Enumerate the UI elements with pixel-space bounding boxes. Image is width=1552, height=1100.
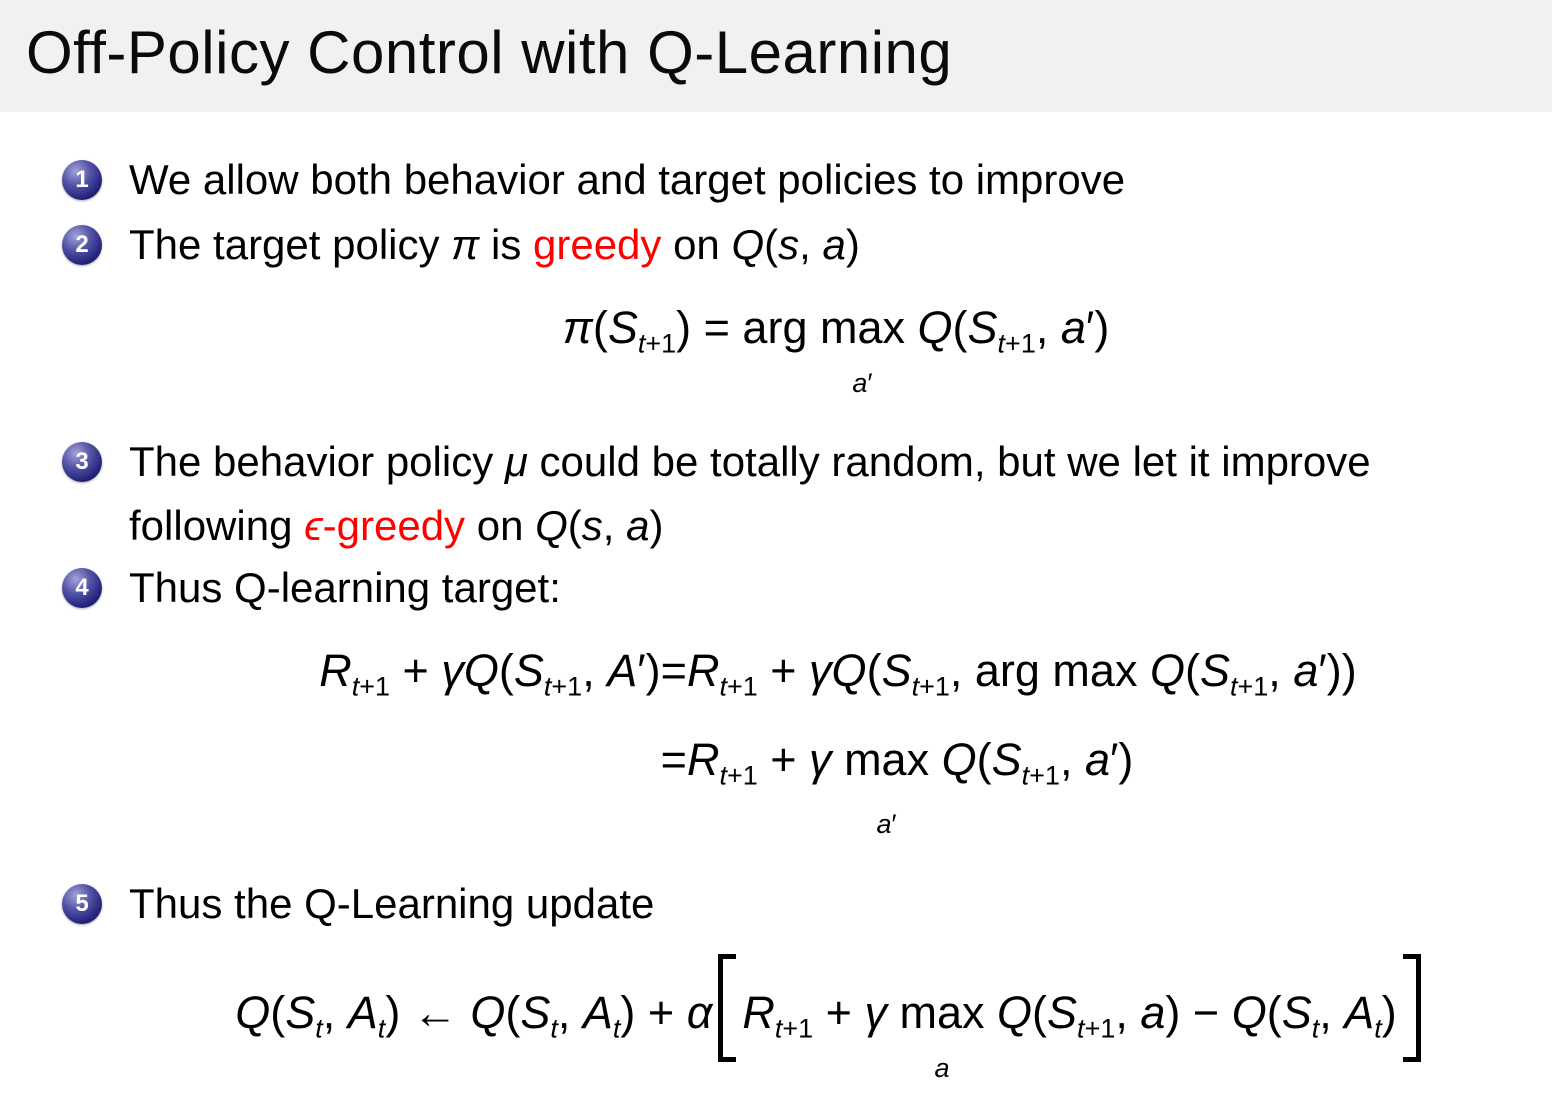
equation-qlearning-target [319, 634, 1357, 840]
bullet-ball-1 [62, 160, 102, 200]
equation-target-row2-lhs [319, 723, 660, 812]
equation-target-policy [0, 296, 1552, 399]
equation-target-policy-body: $\pi(S_{t+1})$ = arg max a′ $Q(S_{t+1}$, a′) [562, 302, 1110, 399]
equation-target-row1-rhs: $=R_{t+1} + \gamma Q(S_{t+1}$, arg $\max Q(S_{t+1}$, a′)) [660, 645, 1357, 702]
equation-target-row2-rhs: $=R_{t+1} + \gamma$ max a′ $Q(S_{t+1}$, a′) [660, 734, 1134, 840]
bullet-text-3 [129, 430, 1371, 558]
equation-qlearning-update [0, 962, 1552, 1083]
bullet-number: 5 [75, 890, 89, 917]
bullet-number: 4 [75, 574, 89, 601]
bullet-ball-5 [62, 884, 102, 924]
slide-title: Off-Policy Control with Q-Learning [26, 19, 953, 86]
bullet-text-3-line-1: The behavior policy μ could be totally random, but we let it improve [129, 438, 1371, 485]
slide-title-bar [0, 0, 1552, 112]
bullet-item-5 [62, 872, 1532, 936]
bullet-text-5: Thus the Q-Learning update [129, 880, 655, 927]
bullet-text-3-line-2: following ϵ-greedy on Q(s, a) [129, 502, 664, 549]
bullet-item-3 [62, 430, 1532, 558]
equation-qlearning-update-body: $Q(S_t$, $A_t$) ← $Q(S_t$, $A_t) + \alpha$ $R_{t+1} + \gamma$ max a $Q(S_{t+1}$, $a) - Q(S_t$, $A_t$) [235, 962, 1427, 1070]
equation-target-row1-lhs: $R_{t+1} + \gamma Q(S_{t+1}$, A′) [319, 645, 661, 702]
bullet-ball-4 [62, 568, 102, 608]
bullet-number: 1 [75, 166, 89, 193]
bullet-number: 3 [75, 448, 89, 475]
bullet-text-1: We allow both behavior and target policies to improve [129, 156, 1126, 203]
bullet-text-4: Thus Q-learning target: [129, 564, 561, 611]
bullet-ball-2 [62, 225, 102, 265]
bullet-item-2 [62, 213, 1532, 277]
bullet-text-2: The target policy π is greedy on Q(s, a) [129, 221, 860, 268]
bullet-ball-3 [62, 442, 102, 482]
bullet-item-1 [62, 148, 1532, 212]
bullet-number: 2 [75, 231, 89, 258]
bullet-item-4 [62, 556, 1532, 620]
